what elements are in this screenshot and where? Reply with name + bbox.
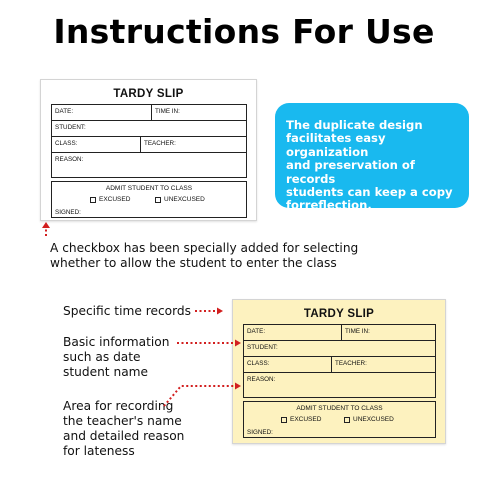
date-label: DATE: [247, 328, 266, 335]
note-line: Specific time records [63, 304, 191, 318]
teacher-label: TEACHER: [144, 140, 176, 147]
arrow-area-head [235, 383, 241, 390]
note-line: Basic information [63, 335, 170, 349]
signed-label: SIGNED: [55, 209, 81, 216]
teacher-label: TEACHER: [335, 360, 367, 367]
callout-line: students can keep a copy [286, 185, 453, 200]
note-line: such as date [63, 350, 141, 364]
arrow-checkbox-head [42, 222, 50, 228]
reason-label: REASON: [247, 376, 276, 383]
note-line: Area for recording [63, 399, 174, 413]
unexcused-label: UNEXCUSED [164, 196, 205, 203]
note-line: student name [63, 365, 149, 379]
note-line: the teacher's name [63, 414, 182, 428]
reason-label: REASON: [55, 156, 84, 163]
arrow-area-line [164, 386, 235, 406]
time-in-label: TIME IN: [345, 328, 370, 335]
date-label: DATE: [55, 108, 74, 115]
callout-line: The duplicate design [286, 118, 423, 132]
arrow-basic-head [235, 340, 241, 347]
page-title: Instructions For Use [53, 12, 435, 51]
note-line: and detailed reason [63, 429, 185, 443]
student-label: STUDENT: [55, 124, 86, 131]
student-label: STUDENT: [247, 344, 278, 351]
note-line: for lateness [63, 444, 135, 458]
unexcused-label: UNEXCUSED [353, 416, 394, 423]
arrow-time-head [217, 308, 223, 315]
admit-title: ADMIT STUDENT TO CLASS [296, 405, 383, 412]
callout-line: and preservation of records [286, 158, 415, 186]
excused-label: EXCUSED [99, 196, 131, 203]
slip-title: TARDY SLIP [113, 88, 184, 100]
signed-label: SIGNED: [247, 429, 273, 436]
admit-title: ADMIT STUDENT TO CLASS [105, 185, 193, 192]
class-label: CLASS: [247, 360, 270, 367]
note-line: A checkbox has been specially added for selecting [50, 241, 359, 255]
note-line: whether to allow the student to enter the class [50, 256, 337, 270]
time-in-label: TIME IN: [155, 108, 180, 115]
class-label: CLASS: [55, 140, 78, 147]
excused-label: EXCUSED [290, 416, 322, 423]
slip-title: TARDY SLIP [303, 308, 375, 320]
callout-line: facilitates easy organization [286, 131, 386, 159]
callout-line: forreflection. [286, 198, 372, 213]
